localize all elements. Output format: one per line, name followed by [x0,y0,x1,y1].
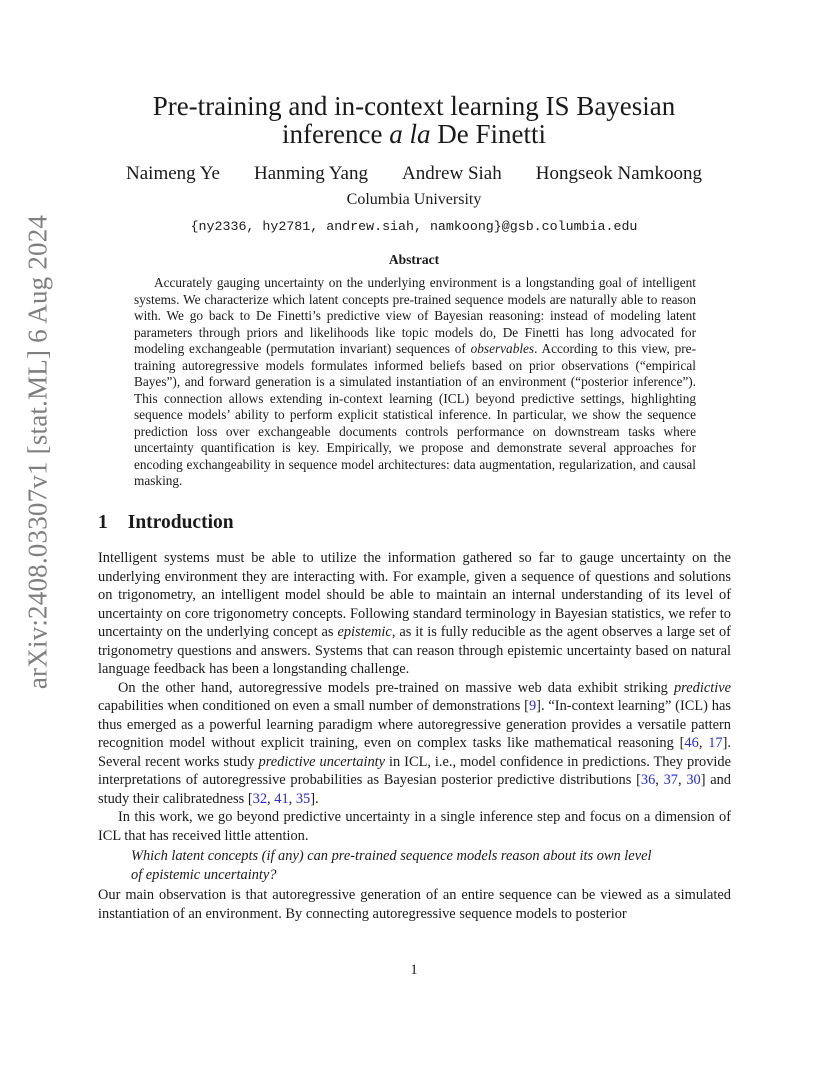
question-line-2: of epistemic uncertainty? [131,866,277,883]
author-name: Hanming Yang [253,163,368,184]
citation-separator: , [698,735,709,751]
citation-separator: , [288,790,296,807]
paragraph-2 [98,679,731,809]
text-run: ]. [310,790,319,807]
body-text [98,549,731,923]
citation-link[interactable]: 9 [528,698,537,714]
citation-link[interactable]: 17 [708,735,723,751]
arxiv-identifier: arXiv:2408.03307v1 [stat.ML] 6 Aug 2024 [22,214,53,690]
abstract-italic-term: observables [470,341,535,356]
abstract-heading: Abstract [388,252,440,267]
title-line-1: Pre-training and in-context learning IS Bayesian [152,91,676,121]
abstract-text [134,275,696,490]
section-title: Introduction [127,512,234,533]
author-name: Naimeng Ye [126,163,220,184]
citation-separator: , [655,772,664,788]
page-number: 1 [410,962,418,978]
text-run: ] and study their calibratedness [ [98,772,731,807]
abstract-part-1: Accurately gauging uncertainty on the underlying environment is a longstanding goal of intelligent systems. We characterize which latent concepts pre-trained sequence models are naturally able to reason with. We go back to De Finetti’s predictive view of Bayesian reasoning: instead of modeling latent parameters through priors and likelihoods like topic models do, De Finetti has long advocated for modeling exchangeable (permutation invariant) sequences of [134,275,696,356]
question-line-1: Which latent concepts (if any) can pre-trained sequence models reason about its own level [131,848,652,864]
paragraph-4: Our main observation is that autoregressive generation of an entire sequence can be viewed as a simulated instantiation of an environment. By connecting autoregressive sequence models to posterior [98,887,731,922]
citation-separator: , [677,772,687,788]
citation-link[interactable]: 41 [274,790,289,807]
italic-term: predictive uncertainty [258,753,386,770]
citation-link[interactable]: 30 [686,772,701,788]
section-heading [98,512,234,534]
paragraph-1 [98,549,731,679]
abstract-part-3: . According to this view, pre-training autoregressive models formulates informed beliefs based on prior observations (“empirical Bayes”), and forward generation is a simulated instantiation of an environment (“posterior inference”). This connection allows extending in-context learning (ICL) beyond predictive settings, highlighting sequence models’ ability to perform explicit statistical inference. In particular, we show the sequence prediction loss over exchangeable documents controls performance on downstream tasks where uncertainty quantification is key. Empirically, we propose and demonstrate several approaches for encoding exchangeability in sequence model architectures: data augmentation, regularization, and causal masking. [134,341,696,488]
paragraph-3: In this work, we go beyond predictive uncertainty in a single inference step and focus on a dimension of ICL that has received little attention. [98,809,731,844]
text-run: ]. Several recent works study [98,735,731,770]
author-list [60,163,768,185]
text-run: in ICL, i.e., model confidence in predictions. They provide interpretations of autoregressive probabilities as Bayesian posterior predictive distributions [ [98,753,731,788]
title-line-2-prefix: inference [282,119,383,149]
text-run: capabilities when conditioned on even a small number of demonstrations [ [98,698,529,714]
title-line-2-italic: a la [389,119,431,149]
text-run: , as it is fully reducible as the agent observes a large set of trigonometry questions and answers. Systems that can reason through epistemic uncertainty based on natural language feedback has been a longstanding challenge. [98,624,731,677]
citation-link[interactable]: 46 [684,735,699,751]
section-number: 1 [98,512,108,533]
citation-link[interactable]: 36 [640,772,656,788]
research-question [131,847,721,884]
text-run: Intelligent systems must be able to utilize the information gathered so far to gauge uncertainty on the underlying environment they are interacting with. For example, given a sequence of questions and solutions on trigonometry, an intelligent model should be able to maintain an internal understanding of its level of uncertainty on core trigonometry concepts. Following standard terminology in Bayesian statistics, we refer to uncertainty on the underlying concept as [98,550,731,640]
citation-separator: , [267,790,275,807]
text-run: ]. “In-context learning” (ICL) has thus emerged as a powerful learning paradigm where autoregressive generation provides a versatile pattern recognition model without explicit training, even on complex tasks like mathematical reasoning [ [98,698,731,751]
author-emails: {ny2336, hy2781, andrew.siah, namkoong}@gsb.columbia.edu [190,219,638,234]
citation-link[interactable]: 35 [295,790,311,807]
italic-term: epistemic [337,624,392,640]
citation-link[interactable]: 32 [252,790,268,807]
author-name: Hongseok Namkoong [535,163,702,184]
title-line-2-suffix: De Finetti [437,119,546,149]
citation-link[interactable]: 37 [663,772,678,788]
affiliation: Columbia University [346,191,482,208]
italic-term: predictive [673,679,731,696]
text-run: On the other hand, autoregressive models pre-trained on massive web data exhibit striking [118,679,668,696]
author-name: Andrew Siah [402,163,502,184]
paper-title [60,92,768,148]
